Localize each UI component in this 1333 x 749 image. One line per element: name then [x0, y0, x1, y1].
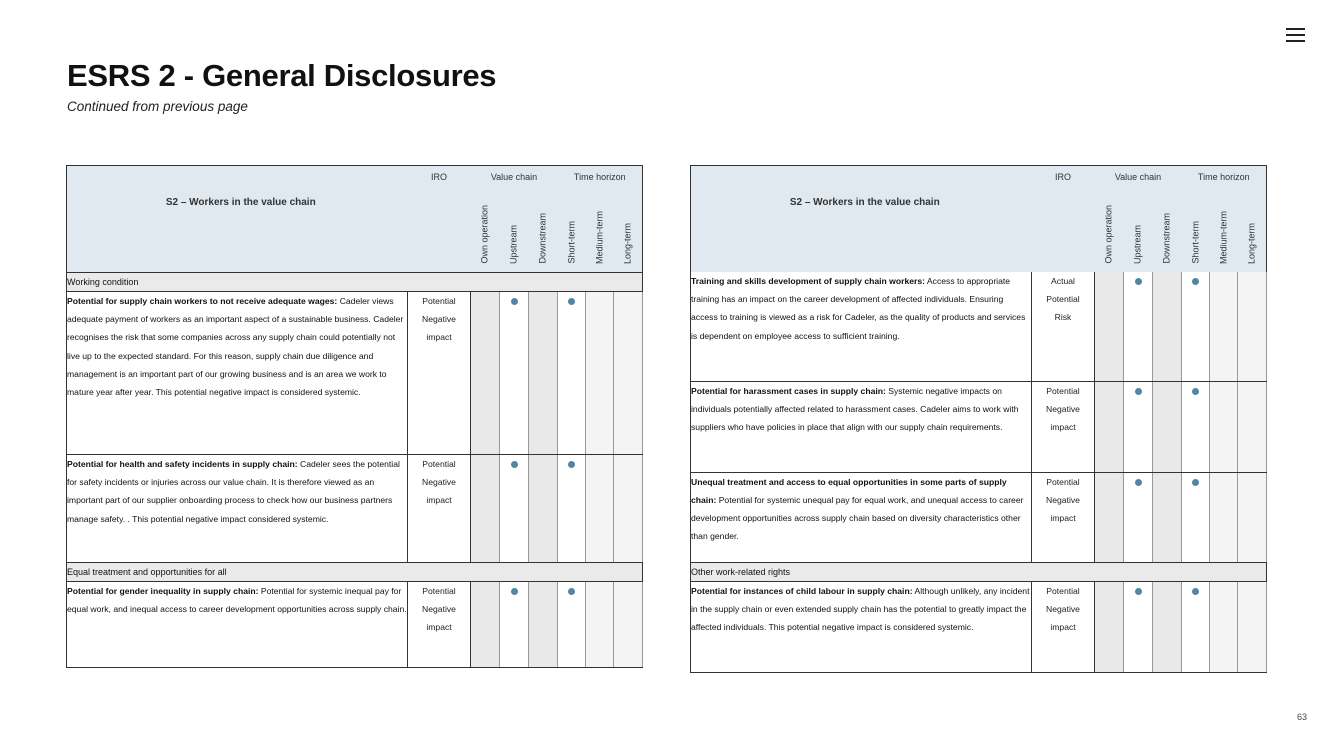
disclosure-text: Cadeler views adequate payment of workers as an important aspect of a sustainable business. Cadeler recognises the risk that some companies across any supply chain could potentially not live up to the expected standard. For this reason, supply chain due diligence and management is an important part of our growing business and is an area we work to mature year after year. This potential negative impact is considered systemic.	[67, 296, 404, 398]
page-number: 63	[1296, 712, 1307, 722]
disclosure-title: Potential for health and safety incidents in supply chain:	[67, 459, 298, 469]
disclosure-description	[691, 472, 1032, 562]
table-header-title: S2 – Workers in the value chain	[67, 166, 408, 273]
disclosure-title: Potential for gender inequality in supply chain:	[67, 586, 259, 596]
marker-dot-icon	[568, 298, 575, 305]
disclosure-description	[67, 455, 408, 563]
marker-dot-icon	[1135, 388, 1142, 395]
cell-downstream	[1153, 272, 1182, 381]
disclosure-text: Potential for systemic unequal pay for equal work, and unequal access to career development opportunities across supply chain based on diversity characteristics other than gender.	[691, 494, 1024, 542]
disclosure-title: Potential for instances of child labour in supply chain:	[691, 585, 913, 596]
iro-classification	[408, 292, 471, 455]
iro-label: Potential	[422, 459, 456, 469]
col-long-term: Long-term	[1238, 188, 1267, 272]
disclosure-description	[691, 272, 1032, 381]
col-medium-term: Medium-term	[1210, 188, 1238, 272]
disclosure-title: Potential for harassment cases in supply chain:	[691, 385, 886, 396]
hamburger-menu-icon[interactable]	[1286, 26, 1306, 44]
iro-classification	[1032, 272, 1095, 381]
page-subtitle: Continued from previous page	[67, 99, 248, 114]
cell-long-term	[1238, 272, 1267, 381]
marker-dot-icon	[568, 461, 575, 468]
disclosure-description	[67, 292, 408, 455]
table-row	[67, 582, 643, 668]
marker-dot-icon	[511, 298, 518, 305]
cell-downstream	[529, 455, 558, 563]
iro-header: IRO	[408, 166, 471, 189]
disclosure-title: Unequal treatment and access to equal opportunities in some parts of supply chain:	[691, 476, 1007, 505]
cell-medium-term	[586, 582, 614, 668]
value-chain-header: Value chain	[1095, 166, 1182, 189]
cell-short-term	[1182, 272, 1210, 381]
cell-downstream	[1153, 581, 1182, 672]
cell-upstream	[1124, 581, 1153, 672]
iro-label: Negative	[422, 314, 456, 325]
cell-upstream	[500, 455, 529, 563]
cell-downstream	[529, 292, 558, 455]
disclosure-text: Although unlikely, any incident in the supply chain or even extended supply chain has the potential to greatly impact the affected individuals. This potential negative impact is considered systemic.	[691, 585, 1030, 632]
col-short-term: Short-term	[558, 188, 586, 273]
cell-own-operation	[1095, 472, 1124, 562]
iro-label: Potential	[1046, 585, 1080, 596]
iro-label: Potential	[1046, 385, 1080, 396]
col-downstream: Downstream	[529, 188, 558, 273]
cell-own-operation	[1095, 581, 1124, 672]
col-upstream: Upstream	[1124, 188, 1153, 272]
marker-dot-icon	[1192, 278, 1199, 285]
table-header-title: S2 – Workers in the value chain	[691, 166, 1032, 273]
cell-downstream	[1153, 472, 1182, 562]
disclosure-title: Training and skills development of supply chain workers:	[691, 276, 925, 286]
table-row	[67, 455, 643, 563]
cell-medium-term	[586, 292, 614, 455]
iro-label: impact	[1050, 512, 1076, 523]
table-row	[691, 381, 1267, 472]
marker-dot-icon	[1192, 388, 1199, 395]
table-row	[691, 472, 1267, 562]
cell-short-term	[1182, 581, 1210, 672]
disclosure-text: Systemic negative impacts on individuals potentially affected related to harassment cases. Cadeler aims to work with suppliers who have policies in place that align with our supply chain requirements.	[691, 385, 1019, 432]
iro-classification	[408, 455, 471, 563]
iro-label: Negative	[422, 477, 456, 488]
cell-medium-term	[1210, 472, 1238, 562]
iro-header-spacer	[1032, 188, 1095, 272]
iro-label: impact	[426, 622, 452, 633]
time-horizon-header: Time horizon	[1182, 166, 1267, 189]
cell-upstream	[1124, 472, 1153, 562]
time-horizon-header: Time horizon	[558, 166, 643, 189]
cell-short-term	[558, 292, 586, 455]
col-own-operation: Own operation	[1095, 188, 1124, 272]
col-short-term: Short-term	[1182, 188, 1210, 272]
cell-short-term	[558, 582, 586, 668]
marker-dot-icon	[568, 588, 575, 595]
marker-dot-icon	[511, 588, 518, 595]
col-upstream: Upstream	[500, 188, 529, 273]
col-medium-term: Medium-term	[586, 188, 614, 273]
iro-label: Potential	[422, 586, 456, 596]
cell-long-term	[614, 292, 643, 455]
cell-long-term	[1238, 581, 1267, 672]
marker-dot-icon	[1135, 479, 1142, 486]
disclosure-description	[691, 381, 1032, 472]
page-title: ESRS 2 - General Disclosures	[67, 58, 497, 93]
iro-label: Negative	[422, 604, 456, 615]
section-heading: Other work-related rights	[691, 562, 1267, 581]
iro-label: impact	[426, 495, 452, 506]
disclosure-text: Cadeler sees the potential for safety incidents or injuries across our value chain. It is therefore viewed as an important part of our supplier onboarding process to check how our business partners manage safety. . This potential negative impact considered systemic.	[67, 459, 400, 524]
cell-downstream	[1153, 381, 1182, 472]
disclosure-title: Potential for supply chain workers to not receive adequate wages:	[67, 296, 338, 306]
section-heading: Working condition	[67, 273, 643, 292]
cell-short-term	[1182, 381, 1210, 472]
disclosure-description	[691, 581, 1032, 672]
cell-short-term	[558, 455, 586, 563]
table-row	[67, 292, 643, 455]
cell-medium-term	[586, 455, 614, 563]
iro-label: impact	[426, 332, 452, 343]
marker-dot-icon	[1135, 278, 1142, 285]
iro-label: impact	[1050, 421, 1076, 432]
cell-own-operation	[1095, 272, 1124, 381]
cell-medium-term	[1210, 272, 1238, 381]
cell-short-term	[1182, 472, 1210, 562]
cell-long-term	[614, 455, 643, 563]
cell-upstream	[1124, 272, 1153, 381]
cell-own-operation	[1095, 381, 1124, 472]
disclosure-text: Access to appropriate training has an impact on the career development of affected individuals. Ensuring access to training is viewed as a risk for Cadeler, as the quality of products and services is dependent on employee access to sufficient training.	[691, 276, 1026, 341]
disclosure-description	[67, 582, 408, 668]
cell-downstream	[529, 582, 558, 668]
cell-upstream	[500, 292, 529, 455]
iro-label: Negative	[1046, 494, 1080, 505]
iro-label: Negative	[1046, 403, 1080, 414]
cell-own-operation	[471, 582, 500, 668]
col-own-operation: Own operation	[471, 188, 500, 273]
col-long-term: Long-term	[614, 188, 643, 273]
iro-label: Risk	[1054, 312, 1072, 323]
cell-own-operation	[471, 292, 500, 455]
value-chain-header: Value chain	[471, 166, 558, 189]
iro-classification	[408, 582, 471, 668]
marker-dot-icon	[511, 461, 518, 468]
iro-label: Potential	[422, 296, 456, 306]
marker-dot-icon	[1192, 479, 1199, 486]
cell-upstream	[500, 582, 529, 668]
section-heading: Equal treatment and opportunities for all	[67, 563, 643, 582]
disclosure-text: Potential for systemic inequal pay for equal work, and inequal access to career development opportunities across supply chain.	[67, 586, 407, 615]
cell-medium-term	[1210, 581, 1238, 672]
col-downstream: Downstream	[1153, 188, 1182, 272]
cell-long-term	[1238, 381, 1267, 472]
table-row	[691, 272, 1267, 381]
marker-dot-icon	[1192, 588, 1199, 595]
iro-header-spacer	[408, 188, 471, 273]
cell-own-operation	[471, 455, 500, 563]
iro-label: Potential	[1046, 294, 1080, 305]
cell-long-term	[614, 582, 643, 668]
marker-dot-icon	[1135, 588, 1142, 595]
iro-classification	[1032, 581, 1095, 672]
iro-label: Negative	[1046, 603, 1080, 614]
iro-table-right	[690, 165, 1267, 673]
iro-classification	[1032, 472, 1095, 562]
iro-table-left	[66, 165, 643, 668]
iro-header: IRO	[1032, 166, 1095, 189]
cell-medium-term	[1210, 381, 1238, 472]
iro-label: impact	[1050, 621, 1076, 632]
cell-upstream	[1124, 381, 1153, 472]
iro-label: Actual	[1051, 276, 1075, 286]
table-row	[691, 581, 1267, 672]
iro-label: Potential	[1046, 476, 1080, 487]
cell-long-term	[1238, 472, 1267, 562]
iro-classification	[1032, 381, 1095, 472]
